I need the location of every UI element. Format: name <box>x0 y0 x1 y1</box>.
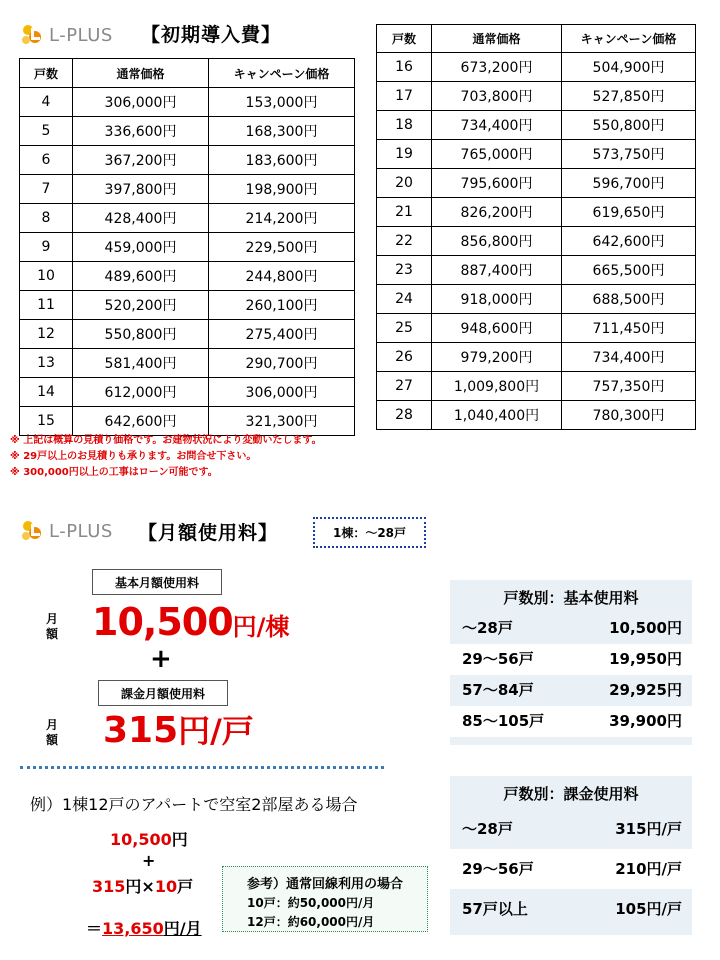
table-row <box>20 233 355 262</box>
fee-row <box>450 706 692 737</box>
unit-count-cell: 18 <box>377 111 432 140</box>
fee-range: 29～56戸 <box>462 650 534 668</box>
basic-fee-label: 基本月額使用料 <box>92 569 222 595</box>
fee-row <box>450 613 692 644</box>
initial-fee-table-right <box>376 24 696 430</box>
campaign-price-cell: 229,500円 <box>209 233 355 262</box>
table-row <box>20 291 355 320</box>
table-row <box>377 401 696 430</box>
campaign-price-cell: 306,000円 <box>209 378 355 407</box>
table-row <box>20 262 355 291</box>
unit-count-cell: 23 <box>377 256 432 285</box>
unit-count-cell: 25 <box>377 314 432 343</box>
unit-count-cell: 12 <box>20 320 73 349</box>
basic-fee-panel <box>450 580 692 745</box>
initial-fee-table-left <box>19 58 355 436</box>
regular-price-cell: 612,000円 <box>73 378 209 407</box>
fee-amount: 39,900円 <box>609 712 682 730</box>
regular-price-cell: 673,200円 <box>432 53 562 82</box>
note-line: ※ 上記は概算の見積り価格です。お建物状況により変動いたします。 <box>10 435 322 446</box>
unit-count-cell: 13 <box>20 349 73 378</box>
regular-price-cell: 428,400円 <box>73 204 209 233</box>
fee-row <box>450 849 692 889</box>
regular-price-cell: 367,200円 <box>73 146 209 175</box>
table-row <box>20 117 355 146</box>
notes <box>10 433 322 481</box>
regular-price-cell: 765,000円 <box>432 140 562 169</box>
campaign-price-cell: 665,500円 <box>562 256 696 285</box>
charge-fee-panel-title: 戸数別：課金使用料 <box>450 779 692 809</box>
initial-fee-title: 【初期導入費】 <box>141 24 282 46</box>
fee-row <box>450 675 692 706</box>
campaign-price-cell: 734,400円 <box>562 343 696 372</box>
fee-range: ～28戸 <box>462 619 513 637</box>
side-label-monthly: 月 額 <box>45 612 58 641</box>
fee-row <box>450 889 692 929</box>
regular-price-cell: 397,800円 <box>73 175 209 204</box>
section-divider <box>20 766 384 769</box>
unit-count-cell: 8 <box>20 204 73 233</box>
unit-count-cell: 7 <box>20 175 73 204</box>
regular-price-cell: 459,000円 <box>73 233 209 262</box>
fee-amount: 10,500円 <box>609 619 682 637</box>
unit-count-cell: 11 <box>20 291 73 320</box>
table-row <box>20 88 355 117</box>
unit-count-cell: 4 <box>20 88 73 117</box>
regular-price-cell: 734,400円 <box>432 111 562 140</box>
fee-row <box>450 809 692 849</box>
table-row <box>377 53 696 82</box>
table-row <box>20 320 355 349</box>
note-line: ※ 300,000円以上の工事はローン可能です。 <box>10 467 218 478</box>
campaign-price-cell: 688,500円 <box>562 285 696 314</box>
regular-price-cell: 642,600円 <box>73 407 209 436</box>
unit-note: 1棟：～28戸 <box>313 517 426 548</box>
unit-count-cell: 26 <box>377 343 432 372</box>
unit-count-cell: 24 <box>377 285 432 314</box>
unit-count-cell: 28 <box>377 401 432 430</box>
fee-amount: 29,925円 <box>609 681 682 699</box>
campaign-price-cell: 260,100円 <box>209 291 355 320</box>
table-row <box>377 198 696 227</box>
unit-count-cell: 22 <box>377 227 432 256</box>
table-row <box>377 285 696 314</box>
header-campaign-price: キャンペーン価格 <box>562 25 696 53</box>
reference-title: 参考）通常回線利用の場合 <box>246 877 403 892</box>
header-units: 戸数 <box>20 59 73 88</box>
regular-price-cell: 336,600円 <box>73 117 209 146</box>
example-line-1: 10,500円 <box>110 830 188 849</box>
charge-fee-panel <box>450 776 692 935</box>
campaign-price-cell: 596,700円 <box>562 169 696 198</box>
reference-line: 12戸：約60,000円/月 <box>247 915 375 929</box>
campaign-price-cell: 757,350円 <box>562 372 696 401</box>
fee-amount: 19,950円 <box>609 650 682 668</box>
fee-amount: 315円/戸 <box>615 820 682 838</box>
regular-price-cell: 795,600円 <box>432 169 562 198</box>
fee-amount: 105円/戸 <box>615 900 682 918</box>
lplus-logo-icon <box>20 520 46 542</box>
campaign-price-cell: 619,650円 <box>562 198 696 227</box>
table-row <box>377 256 696 285</box>
fee-range: ～28戸 <box>462 820 513 838</box>
regular-price-cell: 1,009,800円 <box>432 372 562 401</box>
campaign-price-cell: 321,300円 <box>209 407 355 436</box>
regular-price-cell: 520,200円 <box>73 291 209 320</box>
campaign-price-cell: 198,900円 <box>209 175 355 204</box>
regular-price-cell: 1,040,400円 <box>432 401 562 430</box>
logo-text: L-PLUS <box>49 520 113 542</box>
fee-row <box>450 644 692 675</box>
unit-count-cell: 16 <box>377 53 432 82</box>
regular-price-cell: 887,400円 <box>432 256 562 285</box>
unit-count-cell: 6 <box>20 146 73 175</box>
campaign-price-cell: 780,300円 <box>562 401 696 430</box>
unit-count-cell: 20 <box>377 169 432 198</box>
campaign-price-cell: 642,600円 <box>562 227 696 256</box>
campaign-price-cell: 504,900円 <box>562 53 696 82</box>
table-row <box>20 407 355 436</box>
reference-line: 10戸：約50,000円/月 <box>247 896 375 910</box>
charge-fee-label: 課金月額使用料 <box>98 680 228 706</box>
table-row <box>377 140 696 169</box>
fee-range: 85～105戸 <box>462 712 545 730</box>
basic-fee-amount: 10,500円/棟 <box>92 600 290 644</box>
header-regular-price: 通常価格 <box>432 25 562 53</box>
unit-count-cell: 9 <box>20 233 73 262</box>
table-row <box>377 82 696 111</box>
campaign-price-cell: 290,700円 <box>209 349 355 378</box>
table-row <box>20 146 355 175</box>
example-result: ＝13,650円/月 <box>86 919 202 938</box>
table-header-row <box>377 25 696 53</box>
fee-range: 57戸以上 <box>462 900 528 918</box>
unit-count-cell: 15 <box>20 407 73 436</box>
regular-price-cell: 550,800円 <box>73 320 209 349</box>
campaign-price-cell: 153,000円 <box>209 88 355 117</box>
logo-text: L-PLUS <box>49 24 113 46</box>
regular-price-cell: 489,600円 <box>73 262 209 291</box>
example-line-2: 315円×10戸 <box>92 877 194 896</box>
unit-count-cell: 10 <box>20 262 73 291</box>
header-units: 戸数 <box>377 25 432 53</box>
regular-price-cell: 856,800円 <box>432 227 562 256</box>
unit-count-cell: 17 <box>377 82 432 111</box>
lplus-logo-icon <box>20 24 46 46</box>
lplus-logo <box>20 24 113 46</box>
table-row <box>377 343 696 372</box>
campaign-price-cell: 527,850円 <box>562 82 696 111</box>
campaign-price-cell: 214,200円 <box>209 204 355 233</box>
regular-price-cell: 703,800円 <box>432 82 562 111</box>
campaign-price-cell: 550,800円 <box>562 111 696 140</box>
campaign-price-cell: 711,450円 <box>562 314 696 343</box>
regular-price-cell: 918,000円 <box>432 285 562 314</box>
regular-price-cell: 306,000円 <box>73 88 209 117</box>
fee-amount: 210円/戸 <box>615 860 682 878</box>
campaign-price-cell: 168,300円 <box>209 117 355 146</box>
table-row <box>377 372 696 401</box>
monthly-fee-title: 【月額使用料】 <box>138 522 279 544</box>
plus-sign: + <box>150 644 172 674</box>
campaign-price-cell: 183,600円 <box>209 146 355 175</box>
side-label-monthly: 月 額 <box>45 718 58 747</box>
header-campaign-price: キャンペーン価格 <box>209 59 355 88</box>
header-regular-price: 通常価格 <box>73 59 209 88</box>
campaign-price-cell: 244,800円 <box>209 262 355 291</box>
table-row <box>377 314 696 343</box>
note-line: ※ 29戸以上のお見積りも承ります。お問合せ下さい。 <box>10 451 257 462</box>
charge-fee-amount: 315円/戸 <box>103 710 254 751</box>
example-plus: + <box>142 851 156 870</box>
reference-box <box>222 866 428 932</box>
regular-price-cell: 581,400円 <box>73 349 209 378</box>
campaign-price-cell: 573,750円 <box>562 140 696 169</box>
table-row <box>20 349 355 378</box>
table-header-row <box>20 59 355 88</box>
fee-range: 57～84戸 <box>462 681 534 699</box>
regular-price-cell: 948,600円 <box>432 314 562 343</box>
regular-price-cell: 979,200円 <box>432 343 562 372</box>
basic-fee-panel-title: 戸数別：基本使用料 <box>450 583 692 613</box>
unit-count-cell: 21 <box>377 198 432 227</box>
table-row <box>377 169 696 198</box>
campaign-price-cell: 275,400円 <box>209 320 355 349</box>
table-row <box>377 111 696 140</box>
unit-count-cell: 19 <box>377 140 432 169</box>
unit-count-cell: 5 <box>20 117 73 146</box>
regular-price-cell: 826,200円 <box>432 198 562 227</box>
table-row <box>20 204 355 233</box>
table-row <box>377 227 696 256</box>
example-title: 例）1棟12戸のアパートで空室2部屋ある場合 <box>30 795 358 814</box>
unit-count-cell: 14 <box>20 378 73 407</box>
lplus-logo <box>20 520 113 542</box>
table-row <box>20 378 355 407</box>
table-row <box>20 175 355 204</box>
fee-range: 29～56戸 <box>462 860 534 878</box>
unit-count-cell: 27 <box>377 372 432 401</box>
